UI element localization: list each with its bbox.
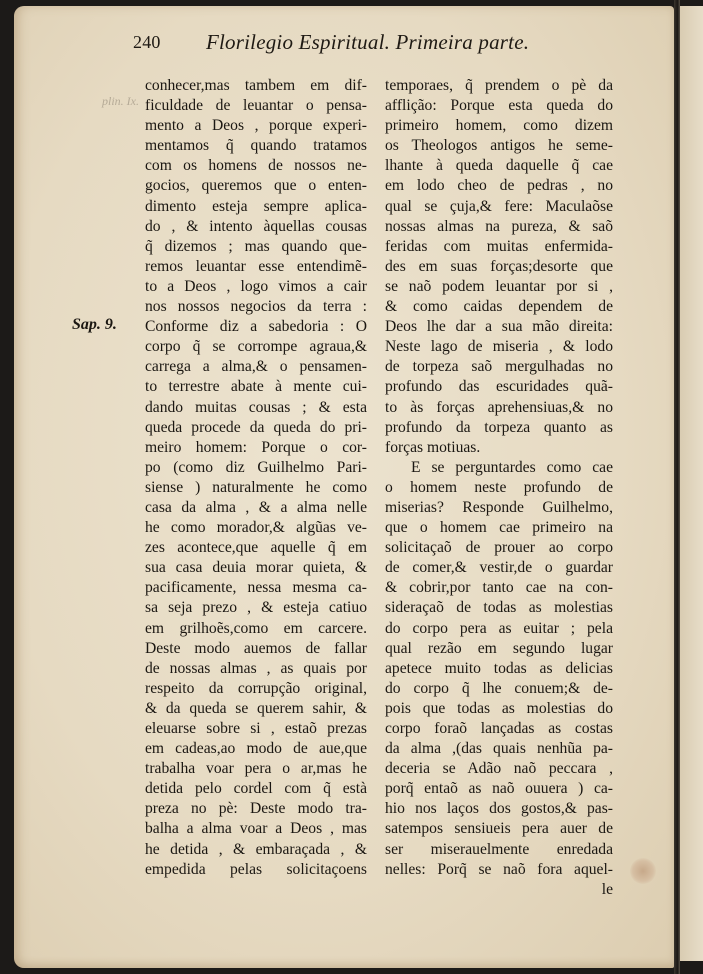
text-line: dimento esteja sempre aplica- <box>145 197 367 215</box>
text-line: to a Deos , logo vimos a cair <box>145 277 367 295</box>
text-line: forças motiuas. <box>385 438 481 456</box>
text-line: temporaes, q̃ prendem o pè da <box>385 77 613 94</box>
text-line: remos leuantar esse entendimẽ- <box>145 257 367 275</box>
text-line: corpo q̃ se corrompe agraua,& <box>145 338 367 356</box>
text-line: do corpo pera as euitar ; pela <box>385 619 613 637</box>
text-line: apetece muito todas as delicias <box>385 659 613 677</box>
text-line: feridas com muitas enfermida- <box>385 237 613 255</box>
text-line: ser miserauelmente enredada <box>385 840 613 858</box>
text-line: des em suas forças;desorte que <box>385 257 613 275</box>
text-line: le <box>601 880 613 898</box>
text-line: mento a Deos , porque experi- <box>145 117 367 135</box>
text-line: to terrestre abate à mente cui- <box>145 378 367 396</box>
text-line: Conforme diz a sabedoria : O <box>145 318 367 336</box>
text-line: Neste lago de miseria , & lodo <box>385 338 613 356</box>
text-line: zes acontece,que aquelle q̃ em <box>145 539 367 557</box>
text-line: nos nossos negocios da terra : <box>145 298 367 316</box>
text-line: he como morador,& algũas ve- <box>145 519 367 537</box>
text-line: siense ) naturalmente he como <box>145 478 367 496</box>
text-line: lhante à queda daquelle q̃ cae <box>385 157 613 175</box>
text-line: sideraçaõ de todas as molestias <box>385 599 613 617</box>
text-line: balha a alma voar a Deos , mas <box>145 820 367 838</box>
text-line: sa seja prezo , & esteja catiuo <box>145 599 367 617</box>
text-line: corpo foraõ lançadas as costas <box>385 720 613 737</box>
running-header <box>133 30 563 58</box>
text-line: em cadeas,ao modo de aue,que <box>145 740 367 758</box>
marginal-citation: Sap. 9. <box>72 316 117 333</box>
text-line: preza no pè: Deste modo tra- <box>145 800 367 818</box>
text-line: de comer,& vestir,de o guardar <box>385 559 613 577</box>
text-line: primeiro homem, como dizem <box>385 117 613 135</box>
text-line: os Theologos antigos he seme- <box>385 137 613 155</box>
page-number: 240 <box>133 32 161 52</box>
text-line: qual se çuja,& fere: Maculaõse <box>385 197 613 215</box>
text-line: E se perguntardes como cae <box>411 458 613 476</box>
text-line: dando muitas cousas ; & esta <box>145 398 367 416</box>
text-line: qual rezão em segundo lugar <box>385 639 613 657</box>
text-line: miserias? Responde Guilhelmo, <box>385 498 613 516</box>
text-line: satempos sensiueis pera auer de <box>385 820 613 838</box>
text-line: do , & intento àquellas cousas <box>145 217 367 235</box>
bleed-through-text: plin. Ix. <box>102 94 139 108</box>
text-line: profundo das escuridades quã- <box>385 378 613 396</box>
text-line: que o homem cae primeiro na <box>385 519 613 537</box>
text-line: casa da alma , & a alma nelle <box>145 498 367 516</box>
text-line: mentamos q̃ quando tratamos <box>145 137 367 155</box>
facing-page-edge <box>680 6 703 961</box>
text-line: se naõ podem leuantar por si , <box>385 277 613 295</box>
text-line: queda procede da queda do pri- <box>145 418 367 436</box>
text-line: Deos lhe dar a sua mão direita: <box>385 318 613 336</box>
paper-stain <box>630 858 656 884</box>
text-line: trabalha voar pera o ar,mas he <box>145 760 367 778</box>
text-line: meiro homem: Porque o cor- <box>145 438 367 456</box>
text-line: do corpo q̃ lhe conuem;& de- <box>385 679 613 697</box>
text-line: & cobrir,por tanto cae na con- <box>385 579 613 597</box>
text-line: hio nos laços dos gostos,& pas- <box>385 800 613 818</box>
left-text-column <box>145 76 367 880</box>
text-line: carrega a alma,& o pensamen- <box>145 358 367 376</box>
text-line: q̃ dizemos ; mas quando que- <box>145 237 367 255</box>
text-line: gocios, queremos que o enten- <box>145 177 367 195</box>
text-line: po (como diz Guilhelmo Pari- <box>145 458 367 476</box>
text-line: pois que todas as molestias do <box>385 699 613 717</box>
text-line: nelles: Porq̃ se naõ fora aquel- <box>385 860 613 878</box>
text-line: ficuldade de leuantar o pensa- <box>145 97 367 115</box>
text-line: nossas almas na pureza, & saõ <box>385 217 613 235</box>
text-line: porq̃ entaõ as naõ ouuera ) ca- <box>385 780 613 798</box>
right-text-column <box>385 76 613 900</box>
text-line: empedida pelas solicitaçoens <box>145 860 367 878</box>
text-line: deceria se Adão naõ peccara , <box>385 760 613 778</box>
text-line: com os homens de nossos ne- <box>145 157 367 175</box>
running-title: Florilegio Espiritual. Primeira parte. <box>206 30 530 54</box>
text-line: conhecer,mas tambem em dif- <box>145 77 367 94</box>
text-line: sua casa deuia morar quieta, & <box>145 559 367 577</box>
text-line: de nossas almas , as quais por <box>145 659 367 677</box>
text-line: em grilhoẽs,como em carcere. <box>145 619 367 637</box>
text-line: o homem neste profundo de <box>385 478 613 496</box>
text-line: da alma ,(das quais nenhũa pa- <box>385 740 613 758</box>
text-line: detida pelo cordel com q̃ està <box>145 780 367 798</box>
text-line: Deste modo auemos de fallar <box>145 639 367 657</box>
text-line: solicitaçaõ de prouer ao corpo <box>385 539 613 557</box>
text-line: to às forças aprehensiuas,& no <box>385 398 613 416</box>
text-line: afflição: Porque esta queda do <box>385 97 613 115</box>
text-line: respeito da corrupção original, <box>145 679 367 697</box>
text-line: eleuarse sobre si , estaõ prezas <box>145 720 367 737</box>
text-line: & da queda se querem sahir, & <box>145 699 367 717</box>
text-line: pacificamente, nessa mesma ca- <box>145 579 367 597</box>
text-line: he detida , & embaraçada , & <box>145 840 367 858</box>
text-line: de torpeza saõ mergulhadas no <box>385 358 613 376</box>
text-line: & como caidas dependem de <box>385 298 613 316</box>
text-line: em lodo cheo de pedras , no <box>385 177 613 195</box>
text-line: profundo da torpeza quanto as <box>385 418 613 436</box>
